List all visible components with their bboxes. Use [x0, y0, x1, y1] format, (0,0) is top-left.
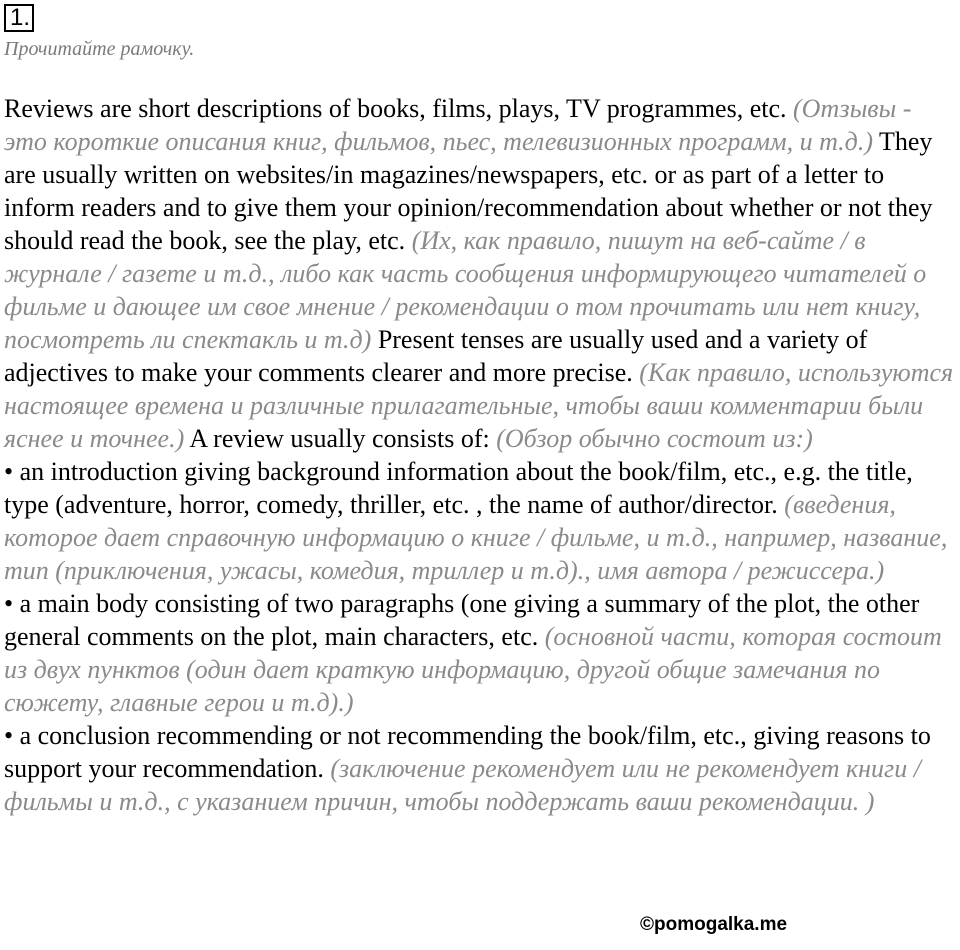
passage-paragraph — [4, 455, 956, 587]
english-text: • a conclusion recommending or not recommending the book/film, etc., giving reasons to support your recommendation. — [4, 721, 931, 783]
russian-translation: (введения, которое дает справочную информацию о книге / фильме, и т.д., например, название, тип (приключения, ужасы, комедия, триллер и т.д)., имя автора / режиссера.) — [4, 490, 948, 585]
site-watermark: ©pomogalka.me — [640, 914, 788, 935]
english-text: • a main body consisting of two paragraphs (one giving a summary of the plot, the other general comments on the plot, main characters, etc. — [4, 589, 920, 651]
reading-passage — [4, 92, 956, 818]
english-text: Present tenses are usually used and a variety of adjectives to make your comments clearer and more precise. — [4, 325, 868, 387]
russian-translation: (Отзывы - это короткие описания книг, фильмов, пьес, телевизионных программ, и т.д.) — [4, 94, 912, 156]
english-text: • an introduction giving background information about the book/film, etc., e.g. the title, type (adventure, horror, comedy, thriller, etc. , the name of author/director. — [4, 457, 913, 519]
passage-paragraph — [4, 587, 956, 719]
russian-translation: (Обзор обычно состоит из:) — [496, 424, 813, 453]
passage-paragraph — [4, 92, 956, 455]
english-text: Reviews are short descriptions of books, films, plays, TV programmes, etc. — [4, 94, 794, 123]
passage-paragraph — [4, 719, 956, 818]
russian-translation: (Как правило, используются настоящее времена и различные прилагательные, чтобы ваши комментарии были яснее и точнее.) — [4, 358, 954, 453]
russian-translation: (основной части, которая состоит из двух пунктов (один дает краткую информацию, другой общие замечания по сюжету, главные герои и т.д).) — [4, 622, 942, 717]
english-text: A review usually consists of: — [184, 424, 497, 453]
english-text: They are usually written on websites/in magazines/newspapers, etc. or as part of a letter to inform readers and to give them your opinion/recommendation about whether or not they should read the book, see the play, etc. — [4, 127, 933, 255]
russian-translation: (заключение рекомендует или не рекомендует книги / фильмы и т.д., с указанием причин, чтобы поддержать ваши рекомендации. ) — [4, 754, 921, 816]
task-number-box: 1. — [4, 4, 34, 32]
russian-translation: (Их, как правило, пишут на веб-сайте / в журнале / газете и т.д., либо как часть сообщения информирующего читателей о фильме и дающее им свое мнение / рекомендации о том прочитать или нет книгу, посмотреть ли спектакль и т.д) — [4, 226, 927, 354]
instruction-text: Прочитайте рамочку. — [4, 38, 195, 60]
